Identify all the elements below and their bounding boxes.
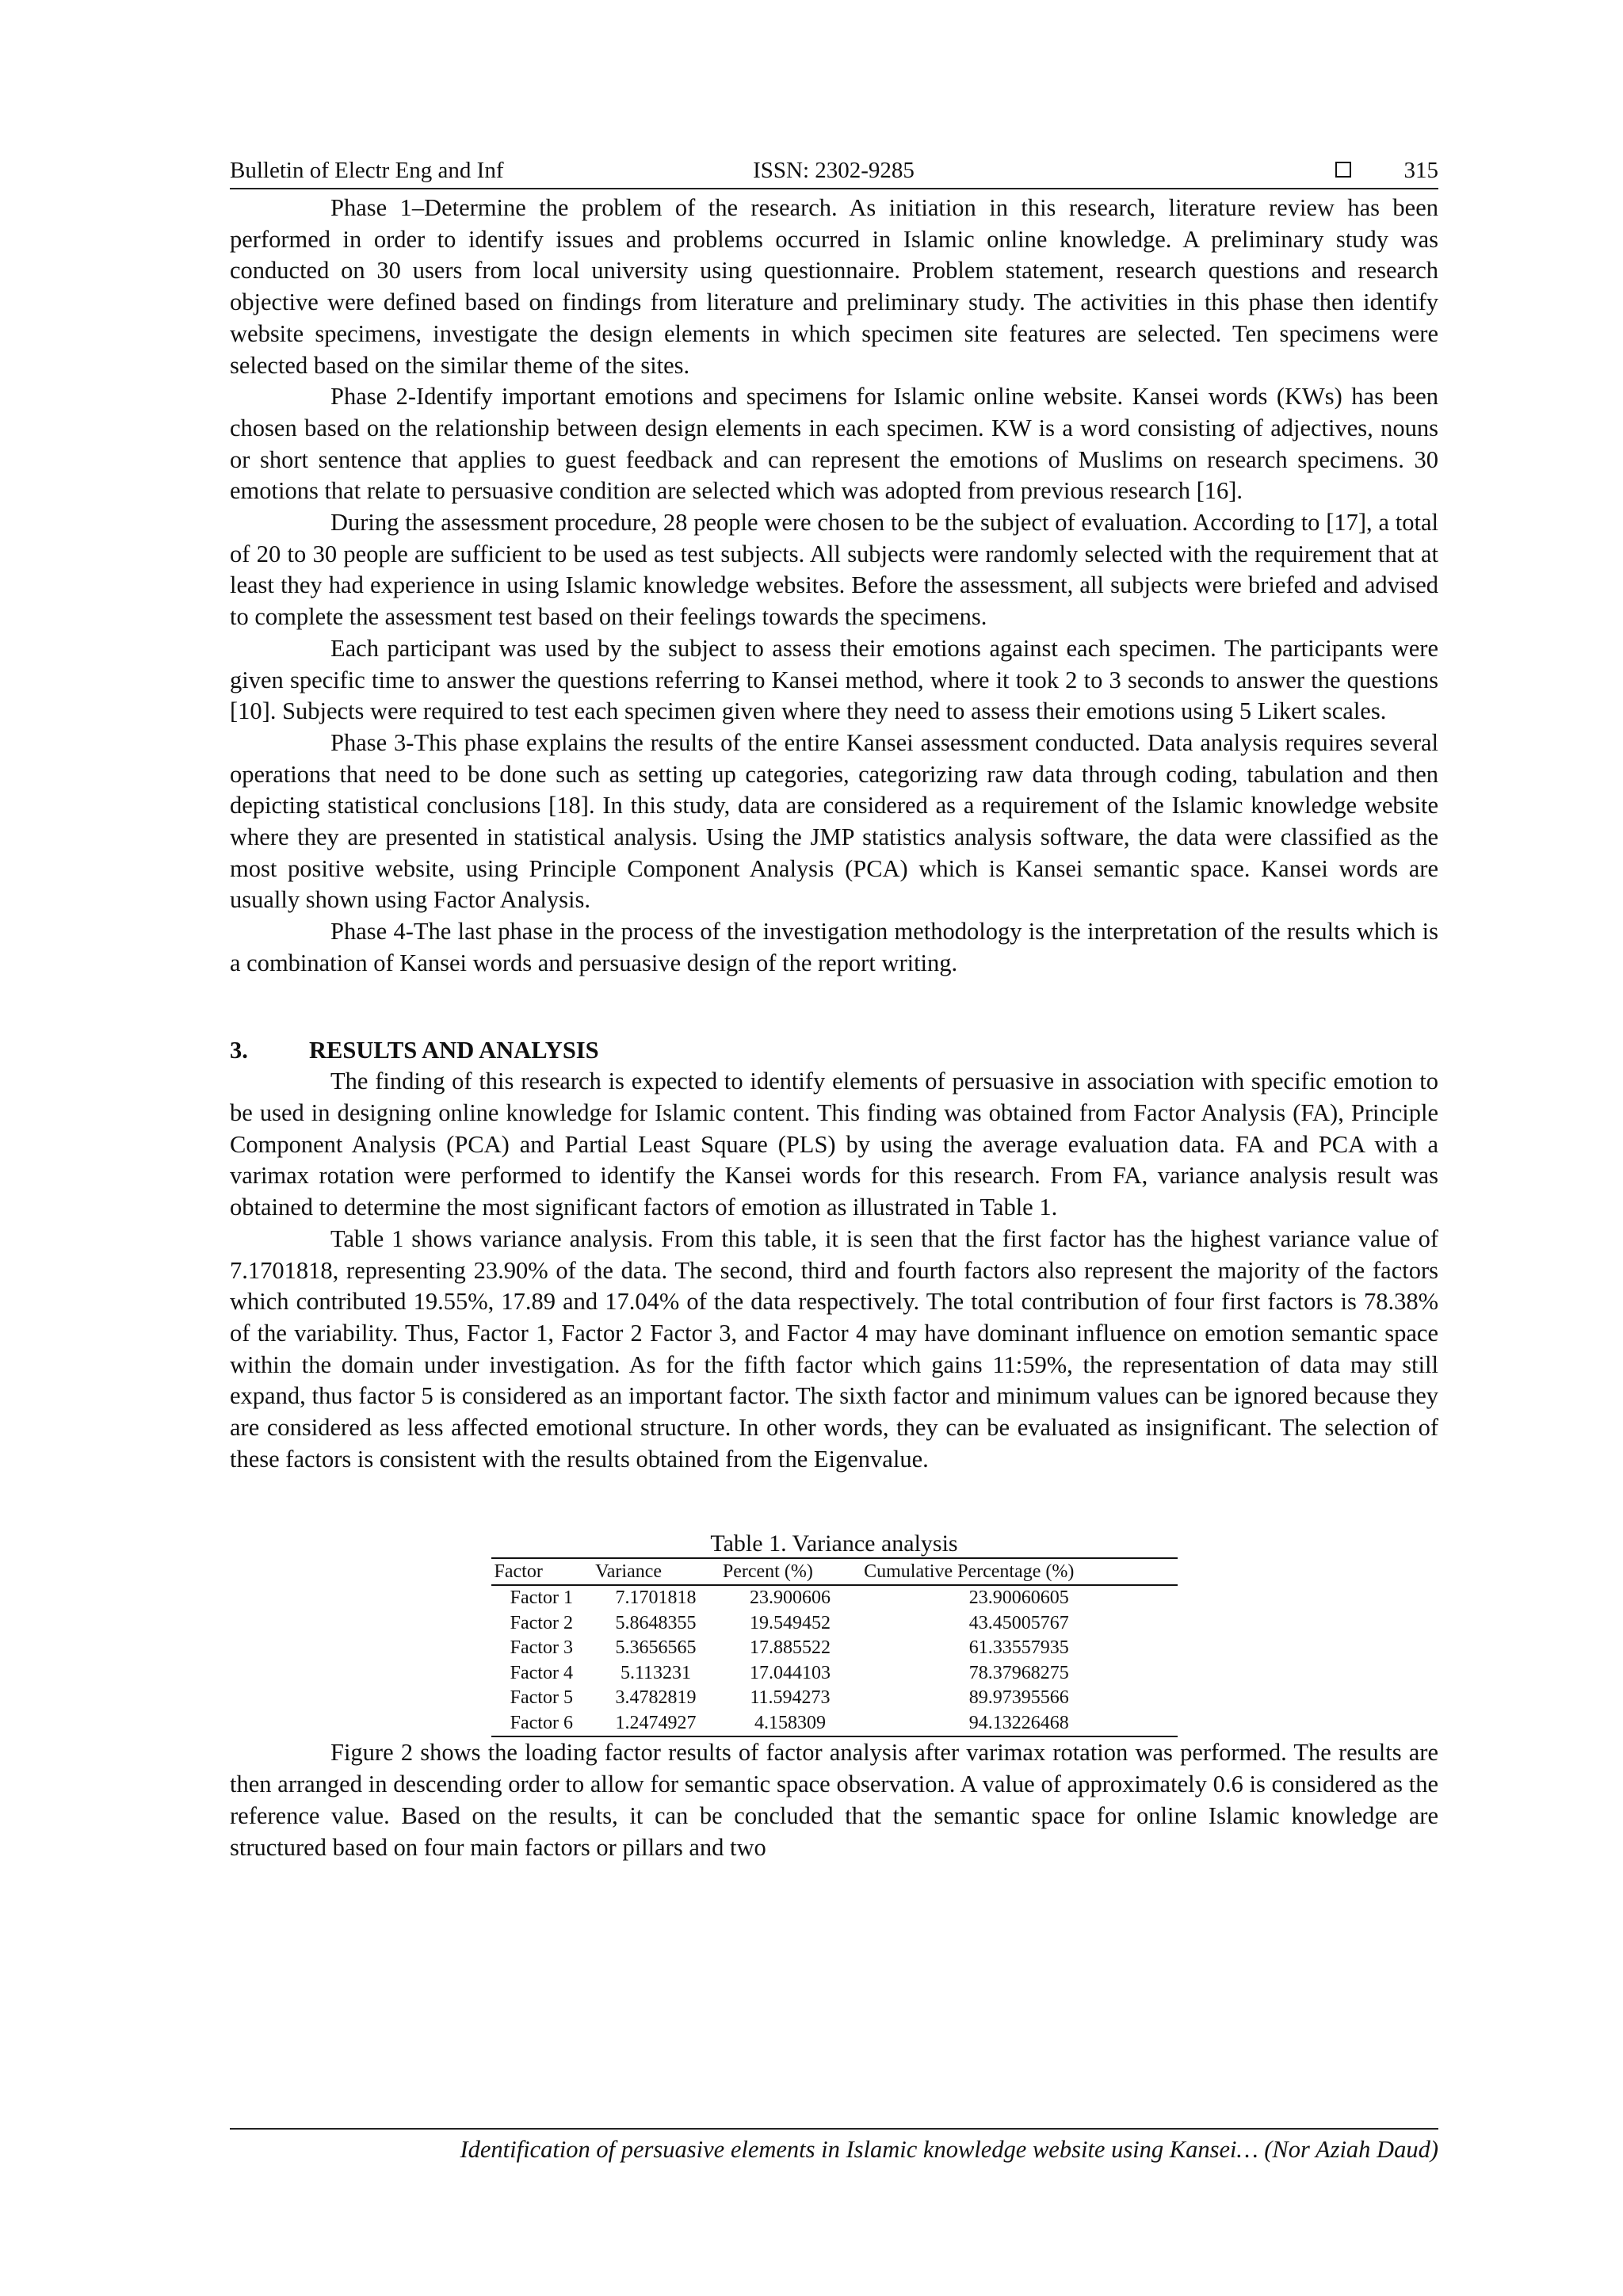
paragraph-phase-4: Phase 4-The last phase in the process of the investigation methodology is the interpretation of the results which is a combination of Kansei words and persuasive design of the report writing.	[230, 918, 1438, 976]
table-cell: 17.044103	[749, 1662, 831, 1683]
table-caption: Table 1. Variance analysis	[710, 1530, 958, 1557]
table-row	[491, 1611, 1178, 1637]
table-cell: Factor 1	[510, 1587, 573, 1609]
section-title: RESULTS AND ANALYSIS	[309, 1036, 599, 1064]
table-header-cell: Variance	[592, 1558, 720, 1585]
square-outline-icon	[1335, 162, 1351, 178]
variance-table	[491, 1557, 1178, 1737]
table-row	[491, 1585, 1178, 1611]
table-cell: 5.8648355	[615, 1612, 697, 1633]
table-row	[491, 1711, 1178, 1737]
table-cell: 17.885522	[749, 1637, 831, 1659]
table-header-row	[491, 1558, 1178, 1585]
table-cell: 1.2474927	[592, 1711, 720, 1737]
body-text	[230, 193, 1438, 1863]
table-cell: Factor 3	[510, 1637, 573, 1659]
paragraph-participants: Each participant was used by the subject to assess their emotions against each specimen. The participants were given specific time to answer the questions referring to Kansei method, where it took 2 to 3 seconds to answer the questions [10]. Subjects were required to test each specimen given where they need to assess their emotions using 5 Likert scales.	[230, 634, 1438, 725]
paragraph-phase-1: Phase 1–Determine the problem of the research. As initiation in this research, literature review has been performed in order to identify issues and problems occurred in Islamic online knowledge. A preliminary study was conducted on 30 users from local university using questionnaire. Problem statement, research questions and research objective were defined based on findings from literature and preliminary study. The activities in this phase then identify website specimens, investigate the design elements in which specimen site features are selected. Ten specimens were selected based on the similar theme of the sites.	[230, 194, 1438, 379]
running-header	[230, 155, 1438, 189]
page-content	[230, 155, 1438, 1863]
table-cell: Factor 5	[510, 1687, 573, 1709]
paragraph-assessment: During the assessment procedure, 28 people were chosen to be the subject of evaluation. According to [17], a total of 20 to 30 people are sufficient to be used as test subjects. All subjects were randomly selected with the requirement that at least they had experience in using Islamic knowledge websites. Before the assessment, all subjects were briefed and advised to complete the assessment test based on their feelings towards the specimens.	[230, 509, 1438, 631]
table-cell: 5.113231	[620, 1662, 692, 1683]
table-row	[491, 1686, 1178, 1711]
section-number: 3.	[230, 1036, 248, 1064]
table-cell: 11.594273	[750, 1687, 831, 1709]
table-1	[491, 1530, 1178, 1737]
table-cell: 23.900606	[749, 1587, 831, 1609]
page-number: 315	[1403, 158, 1438, 183]
section-heading	[230, 1035, 1438, 1067]
table-cell: 94.13226468	[861, 1711, 1177, 1737]
paragraph-phase-3: Phase 3-This phase explains the results of the entire Kansei assessment conducted. Data analysis requires several operations that need to be done such as setting up categories, categorizing raw data through coding, tabulation and then depicting statistical conclusions [18]. In this study, data are considered as a requirement of the Islamic knowledge website where they are presented in statistical analysis. Using the JMP statistics analysis software, the data were classified as the most positive website, using Principle Component Analysis (PCA) which is Kansei semantic space. Kansei words are usually shown using Factor Analysis.	[230, 728, 1438, 914]
paragraph-results-2: Table 1 shows variance analysis. From this table, it is seen that the first factor has the highest variance value of 7.1701818, representing 23.90% of the data. The second, third and fourth factors also represent the majority of the factors which contributed 19.55%, 17.89 and 17.04% of the data respectively. The total contribution of four first factors is 78.38% of the variability. Thus, Factor 1, Factor 2 Factor 3, and Factor 4 may have dominant influence on emotion semantic space within the domain under investigation. As for the fifth factor which gains 11:59%, the representation of data may still expand, thus factor 5 is considered as an important factor. The sixth factor and minimum values can be ignored because they are considered as less affected emotional structure. In other words, they can be evaluated as insignificant. The selection of these factors is consistent with the results obtained from the Eigenvalue.	[230, 1224, 1438, 1473]
journal-name: Bulletin of Electr Eng and Inf	[230, 158, 504, 183]
table-header-cell: Percent (%)	[720, 1558, 861, 1585]
table-cell: 3.4782819	[615, 1687, 697, 1709]
table-cell: 19.549452	[749, 1612, 831, 1633]
table-cell: Factor 6	[491, 1711, 593, 1737]
table-cell: 5.3656565	[615, 1637, 697, 1659]
table-row	[491, 1661, 1178, 1687]
paragraph-results-1: The finding of this research is expected to identify elements of persuasive in association with specific emotion to be used in designing online knowledge for Islamic content. This finding was obtained from Factor Analysis (FA), Principle Component Analysis (PCA) and Partial Least Square (PLS) by using the average evaluation data. FA and PCA with a varimax rotation were performed to identify the Kansei words for this research. From FA, variance analysis result was obtained to determine the most significant factors of emotion as illustrated in Table 1.	[230, 1068, 1438, 1221]
table-cell: 23.90060605	[968, 1587, 1069, 1609]
paragraph-figure-2: Figure 2 shows the loading factor results of factor analysis after varimax rotation was performed. The results are then arranged in descending order to allow for semantic space observation. A value of approximately 0.6 is considered as the reference value. Based on the results, it can be concluded that the semantic space for online Islamic knowledge are structured based on four main factors or pillars and two	[230, 1739, 1438, 1861]
table-cell: 4.158309	[720, 1711, 861, 1737]
table-cell: 43.45005767	[968, 1612, 1069, 1633]
table-cell: Factor 2	[510, 1612, 573, 1633]
paragraph-phase-2: Phase 2-Identify important emotions and specimens for Islamic online website. Kansei words (KWs) has been chosen based on the relationship between design elements in each specimen. KW is a word consisting of adjectives, nouns or short sentence that applies to guest feedback and can represent the emotions of Muslims on research specimens. 30 emotions that relate to persuasive condition are selected which was adopted from previous research [16].	[230, 383, 1438, 505]
table-header-cell: Factor	[491, 1558, 593, 1585]
table-row	[491, 1636, 1178, 1661]
table-cell: 7.1701818	[615, 1587, 697, 1609]
table-cell: 78.37968275	[968, 1662, 1069, 1683]
table-cell: Factor 4	[510, 1662, 573, 1683]
running-footer: Identification of persuasive elements in Islamic knowledge website using Kansei… (Nor Aziah Daud)	[230, 2128, 1438, 2164]
table-cell: 89.97395566	[968, 1687, 1069, 1709]
table-cell: 61.33557935	[968, 1637, 1069, 1659]
issn: ISSN: 2302-9285	[753, 158, 915, 183]
table-header-cell: Cumulative Percentage (%)	[861, 1558, 1177, 1585]
